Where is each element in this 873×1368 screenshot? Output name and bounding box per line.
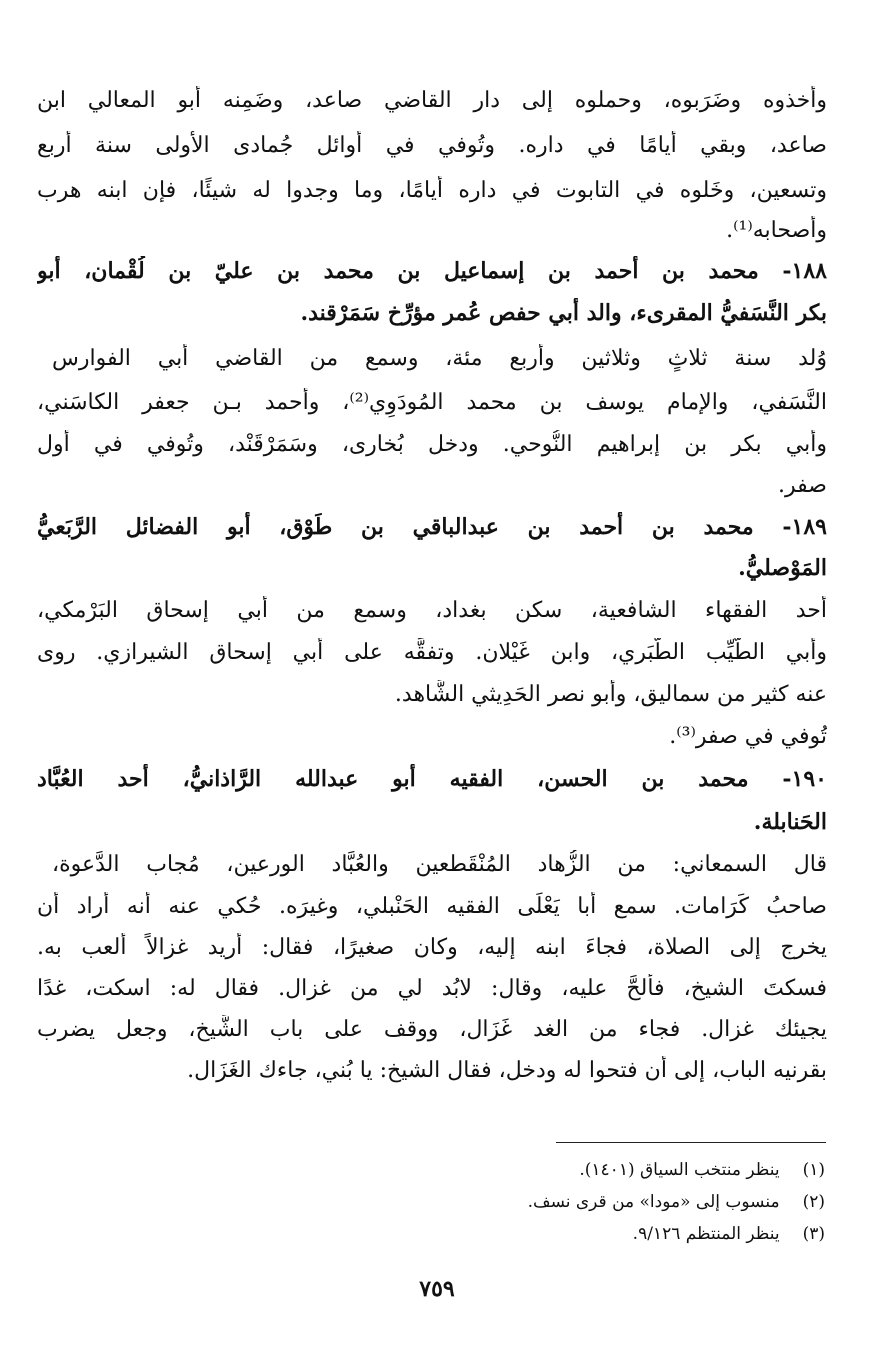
text-line: يجيئك غزال. فجاء من الغد غَزَال، ووقف على باب الشَّيخ، وجعل يضرب [37,1017,827,1042]
text-line: تُوفي في صفر⁽³⁾. [669,724,827,749]
footnote-number: (٢) [802,1192,825,1212]
footnote-1 [325,1158,825,1182]
text-line: بقرنيه الباب، إلى أن فتحوا له ودخل، فقال الشيخ: يا بُني، جاءك الغَزَال. [187,1058,827,1083]
entry-heading-190-cont: الحَنابلة. [753,809,827,835]
text-line: وأصحابه⁽¹⁾. [726,218,827,243]
text-line: صاحبُ كَرَامات. سمع أبا يَعْلَى الفقيه الحَنْبلي، وغيرَه. حُكي عنه أنه أراد أن [37,894,827,919]
page-number: ٧٥٩ [419,1276,455,1302]
text-line: صاعد، وبقي أيامًا في داره. وتُوفي في أوائل جُمادى الأولى سنة أربع [37,133,827,158]
text-line: وأبي بكر بن إبراهيم النُّوحي. ودخل بُخارى، وسَمَرْقَنْد، وتُوفي في أول [37,432,827,457]
text-line: وأخذوه وضَرَبوه، وحملوه إلى دار القاضي صاعد، وضَمِنه أبو المعالي ابن [37,88,827,113]
text-line: وُلد سنة ثلاثٍ وثلاثين وأربع مئة، وسمع من القاضي أبي الفوارس [52,346,827,371]
footnote-separator [556,1142,826,1143]
text-line: عنه كثير من سماليق، وأبو نصر الحَدِيثي الشَّاهد. [394,682,827,707]
text-line: قال السمعاني: من الزُّهاد المُنْقَطعين والعُبَّاد الورعين، مُجاب الدَّعوة، [52,852,827,877]
entry-heading-189: ١٨٩- محمد بن أحمد بن عبدالباقي بن طَوْق، أبو الفضائل الرَّبَعيُّ [37,514,827,540]
entry-heading-188-cont: بكر النَّسَفيُّ المقرىء، والد أبي حفص عُمر مؤرِّخ سَمَرْقند. [300,300,827,326]
footnote-3 [325,1222,825,1246]
footnote-text: ينظر منتخب السياق (١٤٠١). [579,1160,780,1180]
text-line: يخرج إلى الصلاة، فجاءَ ابنه إليه، وكان صغيرًا، فقال: أريد غزالاً ألعب به. [37,935,827,960]
footnote-text: منسوب إلى «مودا» من قرى نسف. [527,1192,780,1212]
footnote-text: ينظر المنتظم ٩/١٢٦. [632,1224,780,1244]
footnote-number: (٣) [802,1224,825,1244]
text-line: أحد الفقهاء الشافعية، سكن بغداد، وسمع من أبي إسحاق البَرْمكي، [37,598,827,623]
text-line: النَّسَفي، والإمام يوسف بن محمد المُودَوِي⁽²⁾، وأحمد بـن جعفر الكاسَني، [37,390,827,415]
text-line: فسكتَ الشيخ، فألحَّ عليه، وقال: لابُد لي من غزال. فقال له: اسكت، غدًا [37,976,827,1001]
entry-heading-189-cont: المَوْصليُّ. [738,555,827,581]
entry-heading-190: ١٩٠- محمد بن الحسن، الفقيه أبو عبدالله الرَّاذانيُّ، أحد العُبَّاد [37,766,827,792]
text-line: وأبي الطَّيِّب الطَّبَري، وابن غَيْلان. وتفقَّه على أبي إسحاق الشيرازي. روى [37,640,827,665]
text-line: وتسعين، وخَلوه في التابوت في داره أيامًا، وما وجدوا له شيئًا، فإن ابنه هرب [37,178,827,203]
text-line: صفر. [778,473,827,498]
entry-heading-188: ١٨٨- محمد بن أحمد بن إسماعيل بن محمد بن عليّ بن لُقْمان، أبو [37,258,827,284]
footnote-number: (١) [802,1160,825,1180]
footnote-2 [325,1190,825,1214]
